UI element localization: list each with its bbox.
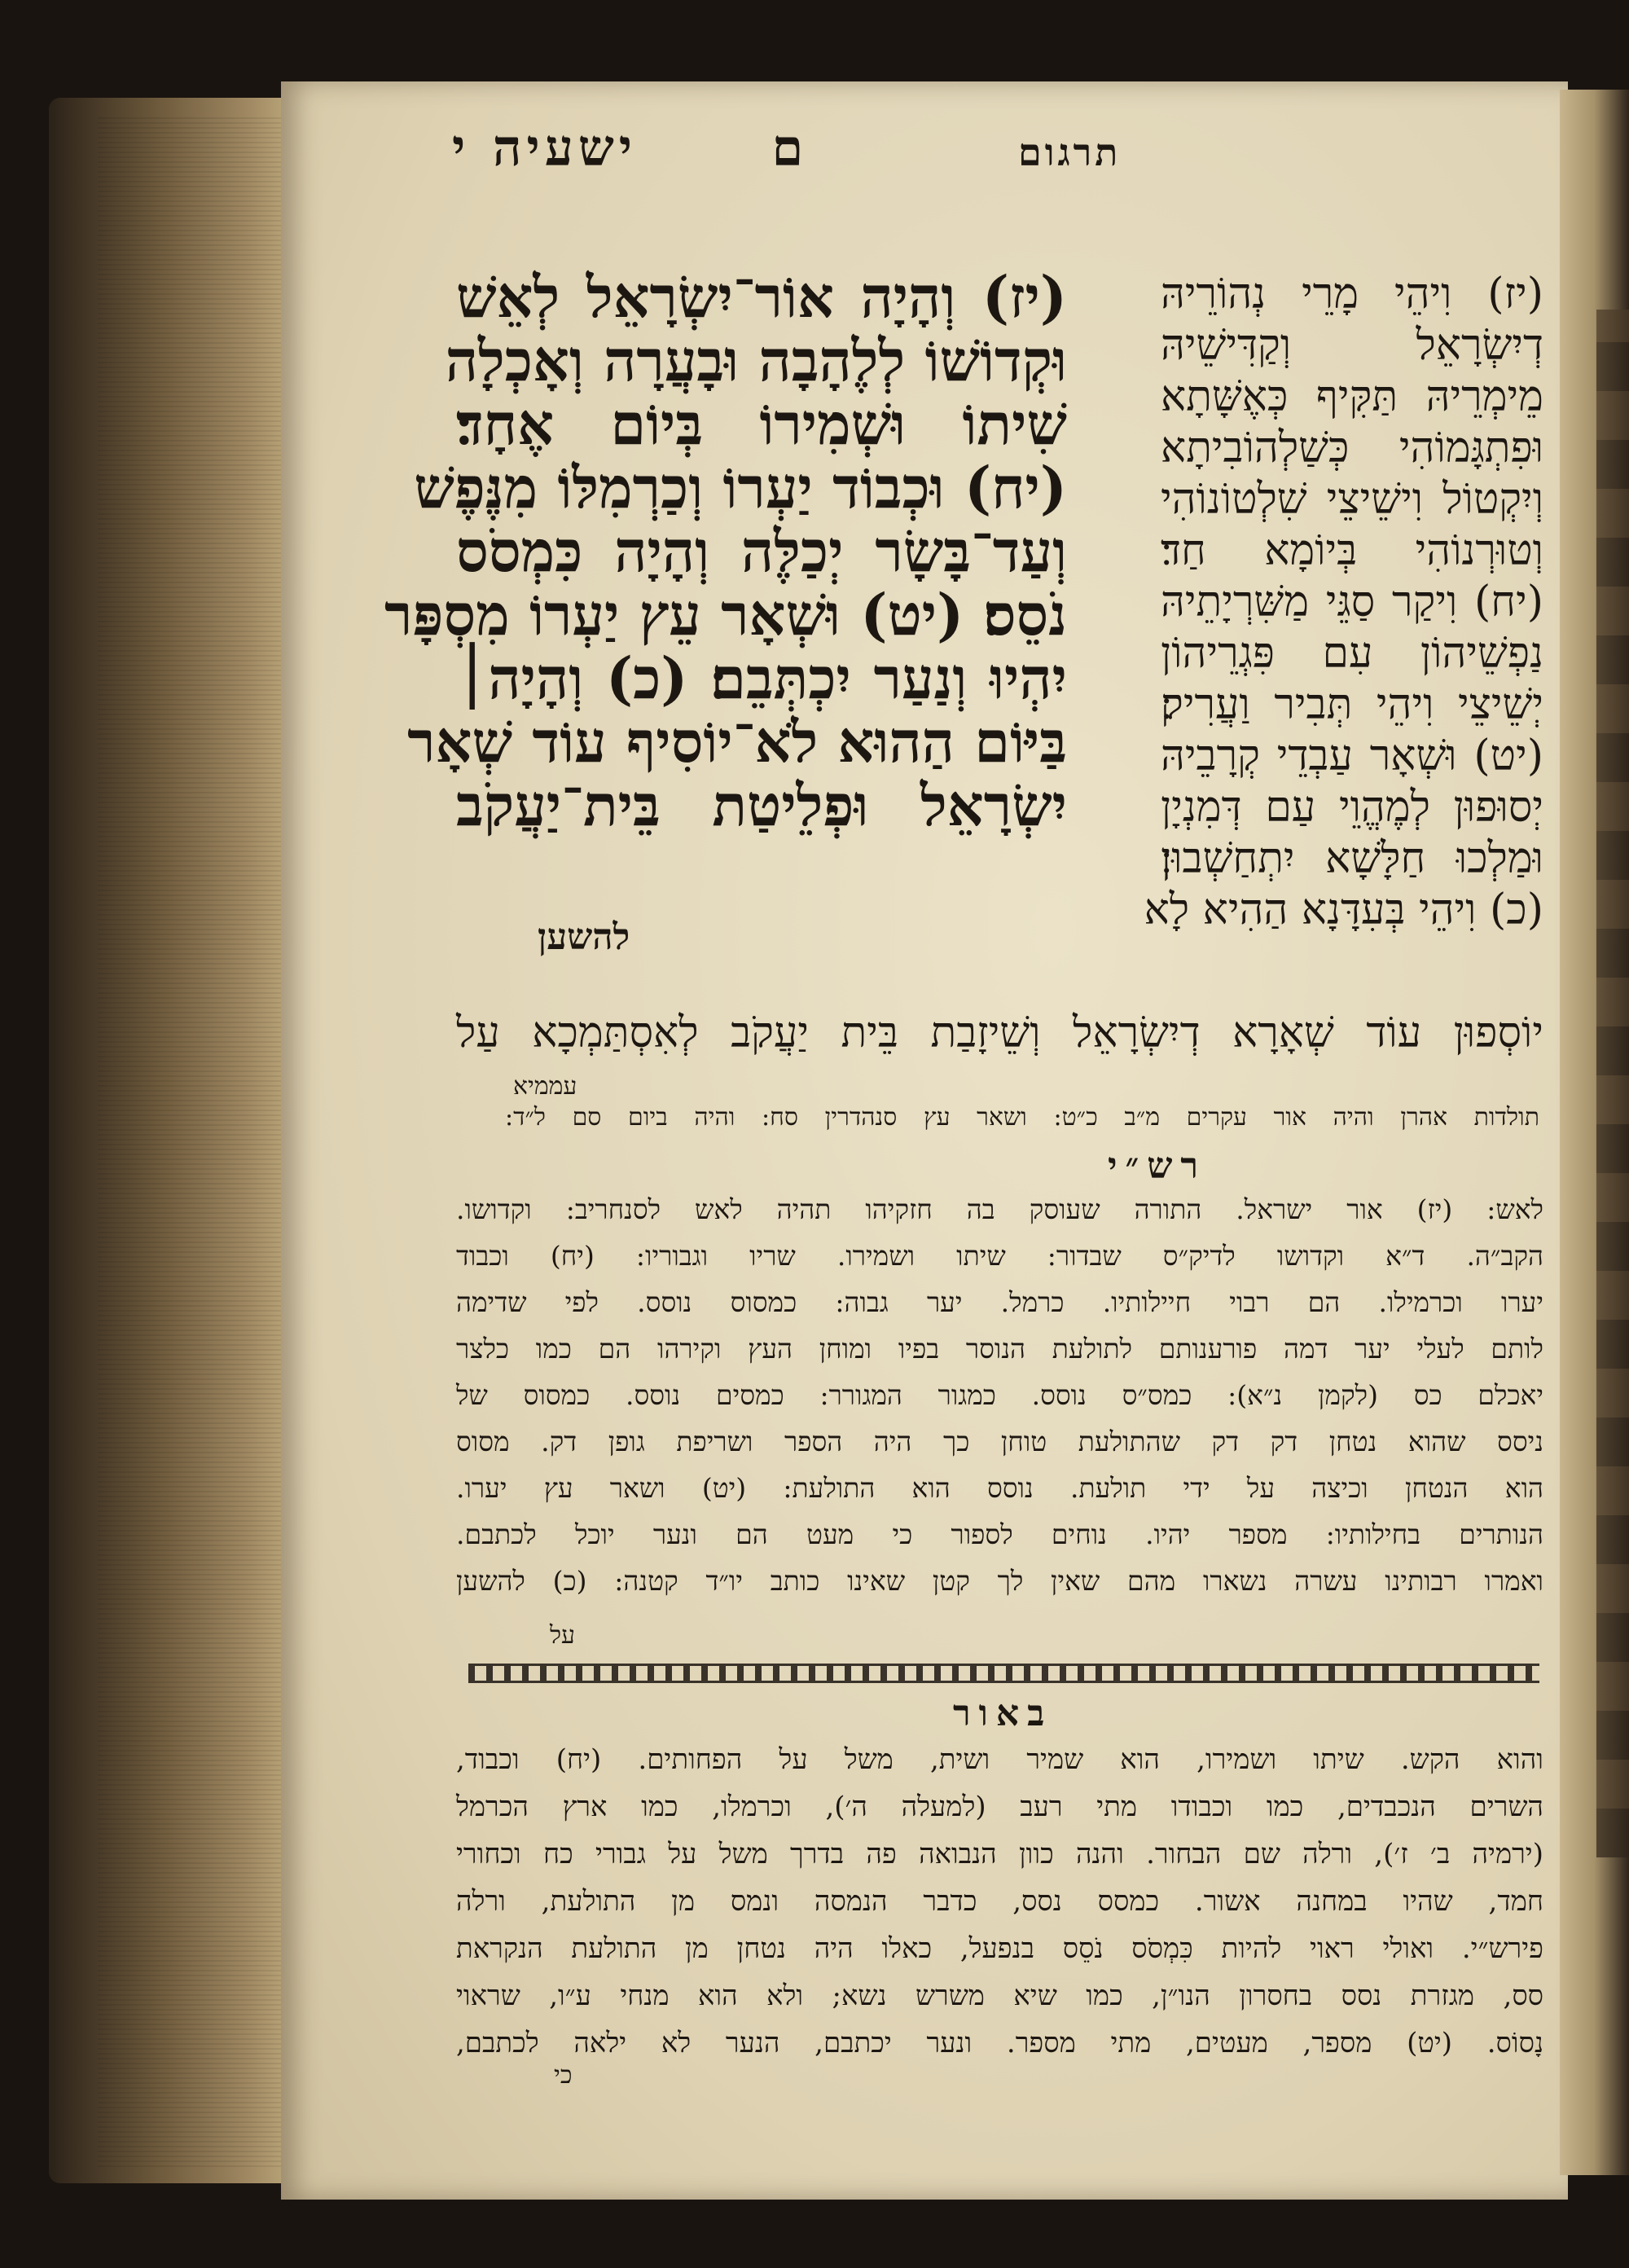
targum-line: (יז) וִיהֵי מָרֵי נְהוֹרֵיהּ bbox=[1161, 270, 1543, 319]
rashi-heading: רש״י bbox=[1108, 1145, 1207, 1187]
biur-line: נָסוֹס. (יט) מספר, מעטים, מתי מספר. ונער יכתבם, הנער לא ילאה לכתבם, bbox=[456, 2027, 1543, 2059]
scripture-line: שִׁיתוֹ וּשְׁמִירוֹ בְּיוֹם אֶחָד׃ bbox=[456, 390, 1067, 458]
scripture-catchword: להשען bbox=[538, 916, 630, 958]
rashi-line: לותם לעלי יער דמה פורענותם לתולעת הנוסר בפיו ומוחן העץ וקירהו הם כמו כלצר bbox=[456, 1333, 1543, 1365]
targum-line: יְשֵׁיצֵי וִיהֵי תְּבִיר וַעֲרִיק׃ bbox=[1161, 680, 1543, 729]
scripture-line: (יז) וְהָיָה אוֹר־יִשְׂרָאֵל לְאֵשׁ bbox=[456, 263, 1067, 331]
targum-line: וּפִתְגָּמוֹהִי כְּשַׁלְהוֹבִיתָא bbox=[1161, 424, 1543, 472]
targum-continuation: יוֹסְפוּן עוֹד שְׁאָרָא דְיִשְׂרָאֵל וְשֵׁיזָבַת בֵּית יַעֲקֹב לְאִסְתַּמְכָא עַל bbox=[456, 1009, 1543, 1057]
rashi-line: ניסס שהוא נטחן דק דק שהתולעת טוחן כך היה הספר ושריפת גופן דק. מסוס bbox=[456, 1426, 1543, 1457]
biur-line: (ירמיה ב׳ ז׳), ורלה שם הבחור. והנה כוון הנבואה פה בדרך משל על גבורי כח וכחורי bbox=[456, 1838, 1543, 1870]
biur-line: והוא הקש. שיתו ושמירו, הוא שמיר ושית, משל על הפחותים. (יח) וכבוד, bbox=[456, 1743, 1543, 1776]
page-header-book-title bbox=[452, 118, 808, 178]
scripture-line: וּקְדוֹשׁוֹ לְלֶהָבָה וּבָעֲרָה וְאָכְלָה bbox=[445, 327, 1067, 394]
scripture-line: יִשְׂרָאֵל וּפְלֵיטַת בֵּית־יַעֲקֹב bbox=[456, 771, 1067, 839]
targum-line: יְסוּפוּן לְמֶהֱוֵי עַם דְּמִנְיָן bbox=[1161, 783, 1543, 832]
targum-line: (יט) וּשְׁאָר עַבְדֵי קְרָבֵיהּ bbox=[1161, 732, 1543, 780]
targum-line: וְיִקְטוֹל וִישֵׁיצֵי שִׁלְטוֹנוֹהִי bbox=[1161, 475, 1543, 524]
biur-catchword: כי bbox=[554, 2061, 573, 2090]
targum-line: נַפְשֵׁיהוֹן עִם פִּגְרֵיהוֹן bbox=[1161, 629, 1543, 678]
rashi-line: יאכלם כס (לקמן נ״א): כמס״ס נוסס. כמגור המגורר: כמסים נוסס. כמסוס של bbox=[456, 1379, 1543, 1411]
targum-catchword: עממיא bbox=[513, 1072, 577, 1101]
biur-line: פירש״י. ואולי ראוי להיות כִּמְסֹס נֹסֵס בנפעל, כאלו היה נטחן מן התולעת הנקראת bbox=[456, 1932, 1543, 1965]
targum-line: וְטוּרְנוֹהִי בְּיוֹמָא חַד׃ bbox=[1161, 526, 1543, 575]
rashi-line: ואמרו רבותינו עשרה נשארו מהם שאין לך קטן שאינו כותב יו״ד קטנה: (כ) להשען bbox=[456, 1565, 1543, 1597]
targum-line: דְיִשְׂרָאֵל וְקַדִּישֵׁיהּ bbox=[1161, 321, 1543, 370]
rashi-line: לאש: (יז) אור ישראל. התורה שעוסק בה חזקיהו תהיה לאש לסנחריב: וקדושו. bbox=[456, 1193, 1543, 1225]
biur-line: סס, מגזרת נסס בחסרון הנו״ן, כמו שיא משרש נשא; ולא הוא מנחי ע״ו, שראוי bbox=[456, 1980, 1543, 2012]
rashi-line: הקב״ה. ד״א וקדושו לדיק״ס שבדור: שיתו ושמירו. שריו וגבוריו: (יח) וכבוד bbox=[456, 1240, 1543, 1272]
targum-line: מֵימְרֵיהּ תַּקִּיף כְּאֶשָּׁתָא bbox=[1161, 372, 1543, 421]
scripture-line: וְעַד־בָּשָׂר יְכַלֶּה וְהָיָה כִּמְסֹס bbox=[456, 517, 1067, 585]
thumb-tabs bbox=[1596, 310, 1629, 1857]
biur-heading: באור bbox=[953, 1693, 1053, 1734]
page-edge-texture bbox=[98, 114, 293, 2167]
rashi-line: הנותרים בחילותיו: מספר יהיו. נוחים לספור כי מעט הם ונער יוכל לכתבם. bbox=[456, 1519, 1543, 1550]
biur-line: חמד, שהיו במחנה אשור. כמסס נסס, כדבר הנמסה ונמס מן התולעת, ורלה bbox=[456, 1885, 1543, 1918]
ornamental-divider bbox=[468, 1664, 1539, 1683]
scripture-line: יִהְיוּ וְנַעַר יִכְתְּבֵם׃ (כ) וְהָיָה׀ bbox=[456, 644, 1067, 712]
scripture-line: בַּיּוֹם הַהוּא לֹא־יוֹסִיף עוֹד שְׁאָר bbox=[407, 708, 1067, 776]
scripture-line: נֹסֵס׃ (יט) וּשְׁאָר עֵץ יַעְרוֹ מִסְפָּר bbox=[384, 581, 1067, 648]
rashi-line: יערו וכרמילו. הם רבוי חיילותיו. כרמל. יער גבוה: כמסוס נוסס. לפי שדימה bbox=[456, 1286, 1543, 1318]
biur-line: השרים הנכבדים, כמו וכבודו מתי רעב (למעלה ה׳), וכרמלו, כמו ארץ הכרמל bbox=[456, 1791, 1543, 1823]
book-title: ישעיה י bbox=[452, 118, 638, 178]
rashi-catchword: על bbox=[550, 1621, 576, 1650]
targum-line: (כ) וִיהֵי בְּעִדָּנָא הַהִיא לָא bbox=[1144, 886, 1543, 934]
targum-line: (יח) וִיקַר סַגֵּי מַשִּׁרְיָתֵיהּ bbox=[1161, 578, 1543, 626]
scripture-line: (יח) וּכְבוֹד יַעְרוֹ וְכַרְמִלּוֹ מִנֶּפֶשׁ bbox=[414, 454, 1067, 521]
targum-line: וּמַלְכוּ חַלָּשָׁא יִתְחַשְׁבוּן׃ bbox=[1161, 834, 1543, 883]
page-letter: ם bbox=[771, 118, 809, 178]
toldot-aharon-references: תולדות אהרן והיה אור עקרים מ״ב כ״ט: ושאר עץ סנהדרין סח: והיה ביום סם ל״ד: bbox=[505, 1103, 1539, 1132]
rashi-line: הוא הנטחן וכיצה על ידי תולעת. נוסס הוא התולעת: (יט) ושאר עץ יערו. bbox=[456, 1472, 1543, 1504]
targum-title: תרגום bbox=[1018, 130, 1122, 174]
